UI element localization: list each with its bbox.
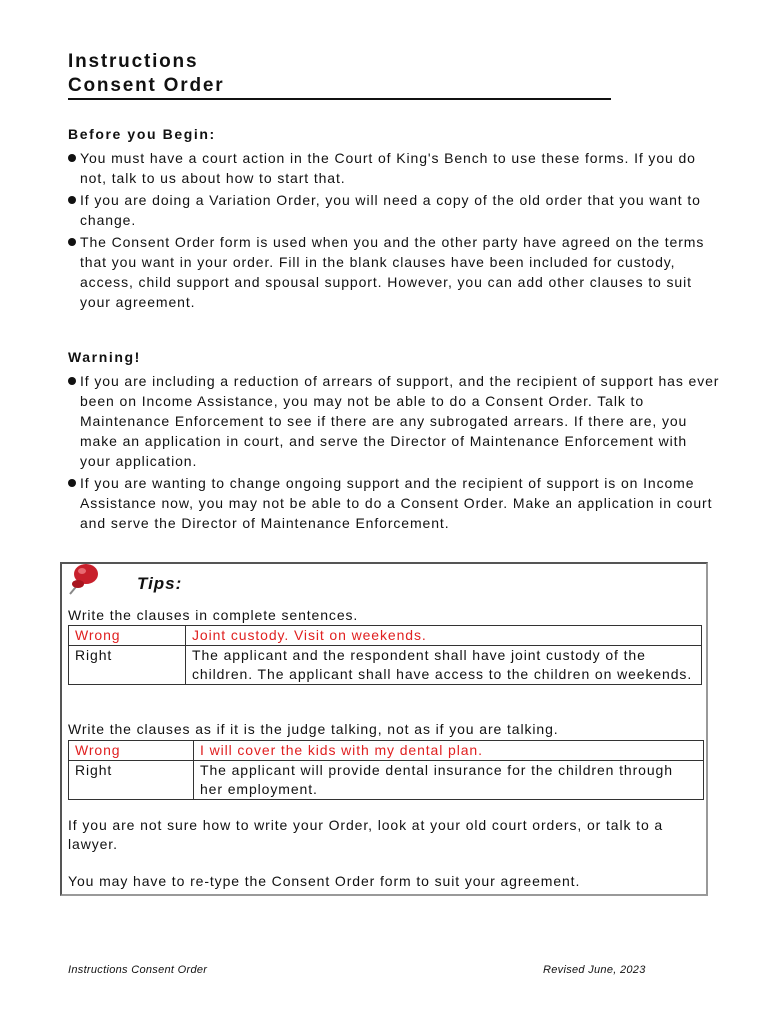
tip2-intro: Write the clauses as if it is the judge talking, not as if you are talking. [68,721,559,737]
table-row [69,626,702,646]
bullet-dot-icon [68,479,76,487]
warning-bullet: If you are wanting to change ongoing support and the recipient of support is on Income Assistance now, you may not be able to do a Consent Order. Make an application in court and serve the Director of Maintenance Enforcement. [62,473,722,533]
before-heading: Before you Begin: [68,126,216,142]
table-row [69,646,702,685]
tips-box [60,562,708,896]
bullet-dot-icon [68,238,76,246]
right-text: The applicant will provide dental insurance for the children through her employment. [194,761,704,800]
wrong-label: Wrong [69,741,194,761]
warning-bullet: If you are including a reduction of arrears of support, and the recipient of support has ever been on Income Assistance, you may not be able to do a Consent Order. Talk to Maintenance Enforcement to see if there are any subrogated arrears. If there are, you make an application in court, and serve the Director of Maintenance Enforcement with your application. [62,371,722,471]
before-bullet: If you are doing a Variation Order, you will need a copy of the old order that you want to change. [62,190,722,230]
before-you-begin-section [62,124,722,314]
pushpin-icon [62,560,102,600]
table-row [69,761,704,800]
tip1-table [68,625,702,685]
tip2-table [68,740,704,800]
bullet-dot-icon [68,377,76,385]
right-label: Right [69,761,194,800]
bullet-dot-icon [68,196,76,204]
wrong-text: I will cover the kids with my dental plan. [194,741,704,761]
tips-title: Tips: [137,574,183,593]
footer-right: Revised June, 2023 [543,964,646,976]
before-bullet: The Consent Order form is used when you and the other party have agreed on the terms that you want in your order. Fill in the blank clauses have been included for custody, access, child support and spousal support. However, you can add other clauses to suit your agreement. [62,232,722,312]
table-row [69,741,704,761]
warning-heading: Warning! [68,349,141,365]
before-bullet: You must have a court action in the Court of King's Bench to use these forms. If you do not, talk to us about how to start that. [62,148,722,188]
title-line-2: Consent Order [68,74,611,100]
page-title [68,50,611,100]
warning-section [62,347,722,535]
tip1-intro: Write the clauses in complete sentences. [68,607,359,623]
tips-note-2: You may have to re-type the Consent Order form to suit your agreement. [68,873,581,889]
right-text: The applicant and the respondent shall have joint custody of the children. The applicant shall have access to the children on weekends. [186,646,702,685]
wrong-text: Joint custody. Visit on weekends. [186,626,702,646]
footer-left: Instructions Consent Order [68,964,208,976]
bullet-dot-icon [68,154,76,162]
tips-note-1: If you are not sure how to write your Order, look at your old court orders, or talk to a lawyer. [68,817,664,852]
wrong-label: Wrong [69,626,186,646]
title-line-1: Instructions [68,51,199,72]
right-label: Right [69,646,186,685]
